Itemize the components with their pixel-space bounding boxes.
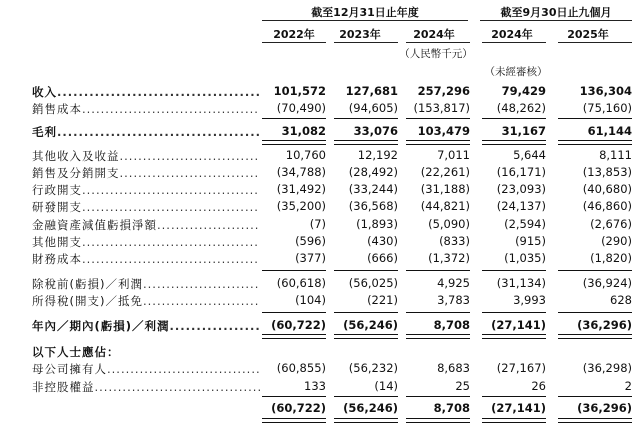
row-label: 以下人士應佔：: [32, 345, 120, 359]
subtotal-rule: [482, 118, 546, 119]
currency-unit: （人民幣千元）: [399, 48, 473, 60]
table-row: [0, 84, 640, 101]
row-value: (56,025): [348, 276, 398, 290]
net-result-double-rule: [482, 334, 546, 339]
subtotal-rule: [558, 118, 632, 119]
row-value: 103,479: [417, 124, 470, 138]
row-value: 7,011: [437, 148, 470, 162]
table-row: [0, 379, 640, 396]
net-result-double-rule: [334, 334, 398, 339]
subtotal-rule: [558, 312, 632, 313]
row-value: (377): [295, 251, 326, 265]
subtotal-rule: [406, 396, 470, 397]
row-value: (2,676): [590, 217, 632, 231]
table-row: [0, 344, 640, 361]
subtotal-rule: [406, 270, 470, 271]
subtotal-rule: [558, 270, 632, 271]
table-row: [0, 148, 640, 165]
row-value: 25: [455, 379, 470, 393]
row-value: 5,644: [513, 148, 546, 162]
year-header-2023: 2023年: [339, 28, 381, 41]
subtotal-rule: [482, 396, 546, 397]
row-value: (290): [601, 234, 632, 248]
row-value: (44,821): [420, 199, 470, 213]
row-value: (2,594): [504, 217, 546, 231]
header-group-nine-months-rule: [480, 20, 632, 21]
net-result-double-rule: [558, 334, 632, 339]
row-label: 行政開支 .....: [32, 182, 260, 198]
row-value: (60,722): [271, 318, 326, 332]
row-value: 136,304: [579, 84, 632, 98]
row-value: (56,246): [343, 318, 398, 332]
subtotal-rule: [482, 312, 546, 313]
row-value: 10,760: [285, 148, 326, 162]
row-label: 財務成本 .....: [32, 251, 260, 267]
row-value: (60,855): [276, 361, 326, 375]
row-value: (36,296): [577, 401, 632, 415]
row-label: 非控股權益 .....: [32, 379, 260, 395]
subtotal-rule: [406, 312, 470, 313]
gross-profit-double-rule: [406, 140, 470, 145]
subtotal-rule: [334, 396, 398, 397]
row-value: (5,090): [428, 217, 470, 231]
row-value: 2: [624, 379, 632, 393]
gross-profit-double-rule: [262, 140, 326, 145]
table-row: [0, 276, 640, 293]
row-value: (104): [295, 293, 326, 307]
row-value: 12,192: [357, 148, 398, 162]
row-value: 8,708: [433, 401, 470, 415]
row-value: (153,817): [413, 101, 470, 115]
total-double-rule: [262, 418, 326, 423]
table-row: [0, 293, 640, 310]
row-value: (16,171): [496, 165, 546, 179]
row-value: (28,492): [348, 165, 398, 179]
unaudited-note: （未經審核）: [484, 66, 548, 78]
table-row: [0, 217, 640, 234]
row-value: 61,144: [587, 124, 632, 138]
table-row: [0, 401, 640, 418]
row-value: (1,893): [356, 217, 398, 231]
row-value: 133: [304, 379, 326, 393]
table-row: [0, 165, 640, 182]
row-value: 3,783: [437, 293, 470, 307]
year-header-2024-9m: 2024年: [491, 28, 533, 41]
row-value: (7): [309, 217, 326, 231]
table-row: [0, 182, 640, 199]
row-value: (24,137): [496, 199, 546, 213]
table-row: [0, 251, 640, 268]
subtotal-rule: [334, 118, 398, 119]
subtotal-rule: [482, 270, 546, 271]
subtotal-rule: [334, 312, 398, 313]
row-value: (36,568): [348, 199, 398, 213]
total-double-rule: [558, 418, 632, 423]
subtotal-rule: [262, 270, 326, 271]
table-row: [0, 199, 640, 216]
table-row: [0, 124, 640, 141]
row-value: 79,429: [501, 84, 546, 98]
subtotal-rule: [334, 270, 398, 271]
table-row: [0, 101, 640, 118]
row-value: 33,076: [353, 124, 398, 138]
row-value: (430): [367, 234, 398, 248]
row-value: (596): [295, 234, 326, 248]
subtotal-rule: [406, 118, 470, 119]
gross-profit-double-rule: [558, 140, 632, 145]
row-label: 收入 .....: [32, 84, 260, 100]
row-value: 8,111: [599, 148, 632, 162]
row-value: (27,141): [491, 401, 546, 415]
row-label: 研發開支 .....: [32, 199, 260, 215]
row-value: (31,134): [496, 276, 546, 290]
subtotal-rule: [262, 396, 326, 397]
row-value: (31,492): [276, 182, 326, 196]
row-value: (56,246): [343, 401, 398, 415]
row-value: (23,093): [496, 182, 546, 196]
row-label: 年內／期內(虧損)／利潤 .....: [32, 318, 260, 334]
net-result-double-rule: [262, 334, 326, 339]
row-label: 其他收入及收益 .....: [32, 148, 260, 164]
total-double-rule: [482, 418, 546, 423]
row-value: (1,820): [590, 251, 632, 265]
total-double-rule: [406, 418, 470, 423]
row-value: (1,035): [504, 251, 546, 265]
year-header-2025-9m: 2025年: [567, 28, 609, 41]
row-value: 257,296: [417, 84, 470, 98]
header-group-fiscal-year: 截至12月31日止年度: [311, 6, 419, 19]
row-value: (27,141): [491, 318, 546, 332]
row-value: (13,853): [582, 165, 632, 179]
year-rule-4: [482, 42, 546, 43]
row-label: 銷售及分銷開支 .....: [32, 165, 260, 181]
row-value: (27,167): [496, 361, 546, 375]
row-label: 其他開支 .....: [32, 234, 260, 250]
row-value: (60,618): [276, 276, 326, 290]
row-value: 31,082: [281, 124, 326, 138]
year-header-2022: 2022年: [273, 28, 315, 41]
gross-profit-double-rule: [334, 140, 398, 145]
row-value: 26: [531, 379, 546, 393]
row-value: 628: [610, 293, 632, 307]
row-value: 127,681: [345, 84, 398, 98]
table-row: [0, 318, 640, 335]
row-value: (36,296): [577, 318, 632, 332]
row-value: (46,860): [582, 199, 632, 213]
year-rule-3: [406, 42, 470, 43]
row-value: (75,160): [582, 101, 632, 115]
subtotal-rule: [262, 118, 326, 119]
row-value: (56,232): [348, 361, 398, 375]
header-group-nine-months: 截至9月30日止九個月: [500, 6, 612, 19]
row-value: (40,680): [582, 182, 632, 196]
year-rule-1: [262, 42, 326, 43]
row-value: (33,244): [348, 182, 398, 196]
row-value: 8,683: [437, 361, 470, 375]
subtotal-rule: [262, 312, 326, 313]
row-value: 31,167: [501, 124, 546, 138]
year-rule-5: [558, 42, 632, 43]
row-value: (34,788): [276, 165, 326, 179]
header-group-fiscal-year-rule: [262, 20, 468, 21]
table-row: [0, 234, 640, 251]
gross-profit-double-rule: [482, 140, 546, 145]
row-label: 銷售成本 .....: [32, 101, 260, 117]
net-result-double-rule: [406, 334, 470, 339]
row-label: 毛利 .....: [32, 124, 260, 140]
row-value: (833): [439, 234, 470, 248]
row-value: (48,262): [496, 101, 546, 115]
row-value: (31,188): [420, 182, 470, 196]
row-label: 金融資產減值虧損淨額 .....: [32, 217, 260, 233]
row-value: (14): [374, 379, 398, 393]
subtotal-rule: [558, 396, 632, 397]
row-value: (70,490): [276, 101, 326, 115]
row-value: 3,993: [513, 293, 546, 307]
row-value: (94,605): [348, 101, 398, 115]
row-label: 除稅前(虧損)／利潤 .....: [32, 276, 260, 292]
row-value: 8,708: [433, 318, 470, 332]
row-label: 所得稅(開支)／抵免 .....: [32, 293, 260, 309]
row-value: 4,925: [437, 276, 470, 290]
row-value: (1,372): [428, 251, 470, 265]
row-label: 母公司擁有人 .....: [32, 361, 260, 377]
row-value: (36,298): [582, 361, 632, 375]
row-value: (22,261): [420, 165, 470, 179]
total-double-rule: [334, 418, 398, 423]
row-value: (60,722): [271, 401, 326, 415]
row-value: (666): [367, 251, 398, 265]
row-value: (36,924): [582, 276, 632, 290]
row-value: (35,200): [276, 199, 326, 213]
table-row: [0, 361, 640, 378]
year-header-2024: 2024年: [413, 28, 455, 41]
row-value: (221): [367, 293, 398, 307]
year-rule-2: [334, 42, 398, 43]
row-value: (915): [515, 234, 546, 248]
row-value: 101,572: [273, 84, 326, 98]
